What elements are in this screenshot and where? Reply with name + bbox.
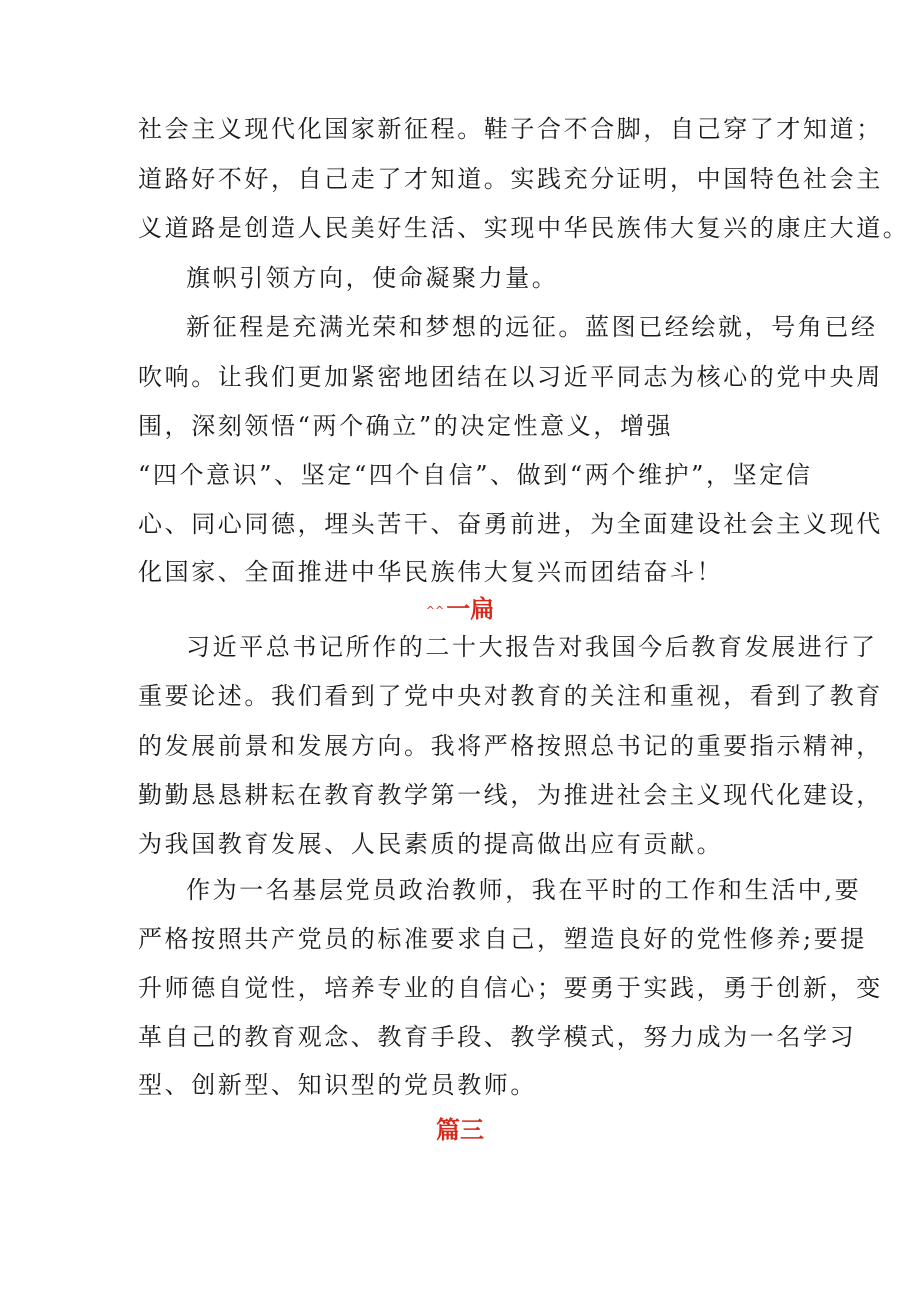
paragraph-line: 升师德自觉性，培养专业的自信心；要勇于实践，勇于创新，变 xyxy=(138,974,883,1002)
paragraph-line: 义道路是创造人民美好生活、实现中华民族伟大复兴的康庄大道。 xyxy=(138,214,910,242)
paragraph-line: 化国家、全面推进中华民族伟大复兴而团结奋斗！ xyxy=(138,558,724,586)
paragraph-line: 的发展前景和发展方向。我将严格按照总书记的重要指示精神， xyxy=(138,732,883,760)
paragraph-line: 新征程是充满光荣和梦想的远征。蓝图已经绘就，号角已经 xyxy=(186,313,878,341)
paragraph-line: 社会主义现代化国家新征程。鞋子合不合脚，自己穿了才知道； xyxy=(138,115,883,143)
paragraph-line: 型、创新型、知识型的党员教师。 xyxy=(138,1071,537,1099)
paragraph-line: 勤勤恳恳耕耘在教育教学第一线，为推进社会主义现代化建设， xyxy=(138,781,883,809)
paragraph-line: 旗帜引领方向，使命凝聚力量。 xyxy=(186,264,559,292)
section-heading-two xyxy=(0,594,920,626)
paragraph-line: 为我国教育发展、人民素质的提高做出应有贡献。 xyxy=(138,830,724,858)
section-heading-three: 篇三 xyxy=(436,1116,484,1144)
paragraph-line: 革自己的教育观念、教育手段、教学模式，努力成为一名学习 xyxy=(138,1023,857,1051)
paragraph-line: 严格按照共产党员的标准要求自己，塑造良好的党性修养;要提 xyxy=(138,925,867,953)
paragraph-line: 道路好不好，自己走了才知道。实践充分证明，中国特色社会主 xyxy=(138,165,883,193)
paragraph-line: 作为一名基层党员政治教师，我在平时的工作和生活中,要 xyxy=(186,876,862,904)
paragraph-line: 重要论述。我们看到了党中央对教育的关注和重视，看到了教育 xyxy=(138,682,883,710)
heading-text: 一扁 xyxy=(446,595,495,623)
paragraph-line: 围，深刻领悟“两个确立”的决定性意义，增强 xyxy=(138,412,674,440)
paragraph-line: “四个意识”、坚定“四个自信”、做到“两个维护”，坚定信 xyxy=(138,461,813,489)
paragraph-line: 习近平总书记所作的二十大报告对我国今后教育发展进行了 xyxy=(186,633,878,661)
paragraph-line: 吹响。让我们更加紧密地团结在以习近平同志为核心的党中央周 xyxy=(138,363,883,391)
paragraph-line: 心、同心同德，埋头苦干、奋勇前进，为全面建设社会主义现代 xyxy=(138,510,883,538)
heading-mark: ^^ xyxy=(425,604,445,617)
